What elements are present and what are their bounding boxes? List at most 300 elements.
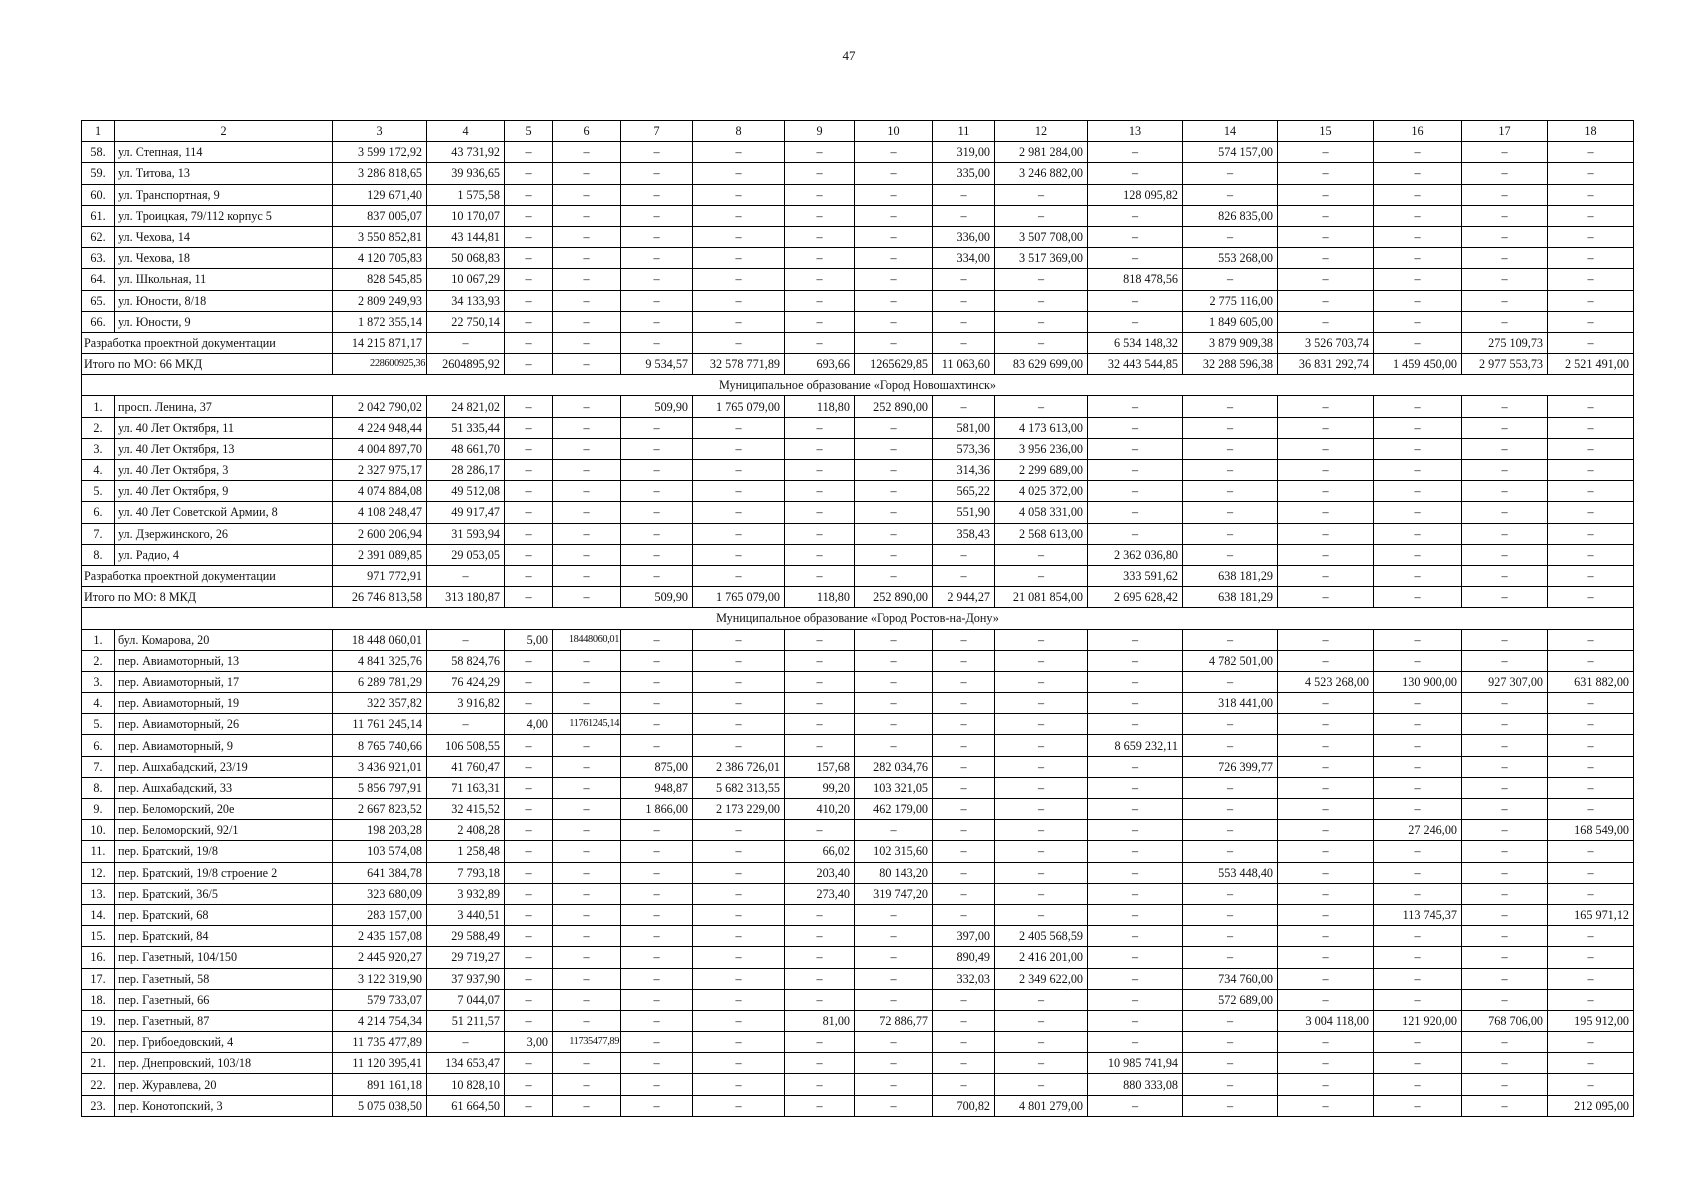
value-cell: –: [1278, 502, 1374, 523]
address-cell: пер. Ашхабадский, 33: [115, 777, 333, 798]
row-number: 5.: [82, 481, 115, 502]
value-cell: –: [785, 332, 855, 353]
value-cell: –: [1548, 989, 1634, 1010]
value-cell: –: [621, 735, 693, 756]
address-cell: пер. Братский, 19/8 строение 2: [115, 862, 333, 883]
table-row: [82, 438, 1634, 459]
address-cell: ул. 40 Лет Октября, 13: [115, 438, 333, 459]
value-cell: 3 879 909,38: [1183, 332, 1278, 353]
value-cell: –: [1462, 523, 1548, 544]
value-cell: –: [933, 311, 995, 332]
value-cell: –: [553, 587, 621, 608]
address-cell: пер. Авиамоторный, 19: [115, 693, 333, 714]
value-cell: 3,00: [505, 1032, 553, 1053]
value-cell: –: [855, 269, 933, 290]
value-cell: –: [1278, 1053, 1374, 1074]
value-cell: –: [1374, 1095, 1462, 1116]
value-cell: –: [621, 460, 693, 481]
value-cell: 49 917,47: [427, 502, 505, 523]
value-cell: –: [1462, 417, 1548, 438]
value-cell: 5 856 797,91: [333, 777, 427, 798]
value-cell: –: [1088, 968, 1183, 989]
address-cell: просп. Ленина, 37: [115, 396, 333, 417]
value-cell: –: [505, 290, 553, 311]
table-row: [82, 926, 1634, 947]
value-cell: –: [621, 1032, 693, 1053]
value-cell: 29 719,27: [427, 947, 505, 968]
value-cell: –: [1183, 523, 1278, 544]
value-cell: –: [1183, 883, 1278, 904]
value-cell: –: [1374, 587, 1462, 608]
row-number: 23.: [82, 1095, 115, 1116]
value-cell: –: [1278, 1074, 1374, 1095]
value-cell: –: [1278, 947, 1374, 968]
address-cell: пер. Газетный, 66: [115, 989, 333, 1010]
value-cell: 8 659 232,11: [1088, 735, 1183, 756]
value-cell: –: [505, 332, 553, 353]
value-cell: –: [553, 756, 621, 777]
value-cell: –: [995, 777, 1088, 798]
value-cell: 638 181,29: [1183, 587, 1278, 608]
value-cell: –: [1548, 184, 1634, 205]
value-cell: –: [693, 1053, 785, 1074]
value-cell: 734 760,00: [1183, 968, 1278, 989]
value-cell: –: [785, 502, 855, 523]
address-cell: ул. Транспортная, 9: [115, 184, 333, 205]
value-cell: –: [785, 544, 855, 565]
value-cell: 24 821,02: [427, 396, 505, 417]
value-cell: 2 327 975,17: [333, 460, 427, 481]
value-cell: –: [553, 693, 621, 714]
value-cell: –: [693, 904, 785, 925]
value-cell: –: [1374, 417, 1462, 438]
value-cell: 26 746 813,58: [333, 587, 427, 608]
value-cell: –: [693, 163, 785, 184]
value-cell: –: [1462, 481, 1548, 502]
value-cell: –: [693, 841, 785, 862]
address-cell: пер. Газетный, 87: [115, 1010, 333, 1031]
value-cell: –: [1278, 269, 1374, 290]
value-cell: –: [693, 184, 785, 205]
value-cell: –: [693, 1074, 785, 1095]
value-cell: 103 321,05: [855, 777, 933, 798]
value-cell: 1 866,00: [621, 799, 693, 820]
address-cell: пер. Братский, 68: [115, 904, 333, 925]
value-cell: 10 170,07: [427, 205, 505, 226]
value-cell: –: [933, 714, 995, 735]
value-cell: –: [995, 1074, 1088, 1095]
value-cell: –: [1088, 1032, 1183, 1053]
value-cell: –: [505, 396, 553, 417]
value-cell: –: [553, 523, 621, 544]
value-cell: –: [995, 820, 1088, 841]
summary-row: [82, 354, 1634, 375]
value-cell: 113 745,37: [1374, 904, 1462, 925]
value-cell: 891 161,18: [333, 1074, 427, 1095]
column-number-cell: 2: [115, 121, 333, 142]
value-cell: –: [855, 184, 933, 205]
value-cell: 83 629 699,00: [995, 354, 1088, 375]
value-cell: 118,80: [785, 587, 855, 608]
value-cell: –: [855, 714, 933, 735]
value-cell: –: [1374, 968, 1462, 989]
value-cell: –: [1183, 1074, 1278, 1095]
value-cell: –: [1278, 290, 1374, 311]
value-cell: –: [1462, 396, 1548, 417]
value-cell: –: [1462, 650, 1548, 671]
value-cell: 5 075 038,50: [333, 1095, 427, 1116]
value-cell: –: [505, 565, 553, 586]
value-cell: –: [1278, 714, 1374, 735]
value-cell: –: [1088, 883, 1183, 904]
address-cell: пер. Ашхабадский, 23/19: [115, 756, 333, 777]
value-cell: –: [1462, 693, 1548, 714]
value-cell: 336,00: [933, 226, 995, 247]
value-cell: –: [1183, 1095, 1278, 1116]
value-cell: –: [785, 269, 855, 290]
value-cell: –: [553, 777, 621, 798]
value-cell: –: [693, 481, 785, 502]
value-cell: 8 765 740,66: [333, 735, 427, 756]
value-cell: –: [1278, 862, 1374, 883]
column-number-row: [82, 121, 1634, 142]
value-cell: –: [785, 226, 855, 247]
value-cell: 6 289 781,29: [333, 671, 427, 692]
column-number-cell: 3: [333, 121, 427, 142]
table-row: [82, 248, 1634, 269]
value-cell: –: [693, 565, 785, 586]
address-cell: пер. Авиамоторный, 13: [115, 650, 333, 671]
value-cell: 410,20: [785, 799, 855, 820]
value-cell: –: [785, 142, 855, 163]
table-row: [82, 269, 1634, 290]
value-cell: –: [995, 841, 1088, 862]
value-cell: –: [1278, 1032, 1374, 1053]
value-cell: –: [505, 502, 553, 523]
value-cell: –: [1278, 417, 1374, 438]
value-cell: 51 211,57: [427, 1010, 505, 1031]
value-cell: –: [1462, 799, 1548, 820]
row-number: 13.: [82, 883, 115, 904]
row-number: 9.: [82, 799, 115, 820]
table-row: [82, 142, 1634, 163]
value-cell: –: [1088, 693, 1183, 714]
value-cell: –: [1374, 841, 1462, 862]
table-row: [82, 523, 1634, 544]
value-cell: –: [553, 841, 621, 862]
value-cell: –: [855, 820, 933, 841]
row-number: 3.: [82, 671, 115, 692]
value-cell: –: [855, 671, 933, 692]
value-cell: –: [1278, 820, 1374, 841]
address-cell: пер. Авиамоторный, 9: [115, 735, 333, 756]
value-cell: –: [427, 629, 505, 650]
value-cell: –: [855, 332, 933, 353]
value-cell: –: [1548, 629, 1634, 650]
value-cell: 3 246 882,00: [995, 163, 1088, 184]
row-number: 65.: [82, 290, 115, 311]
value-cell: 726 399,77: [1183, 756, 1278, 777]
value-cell: –: [933, 544, 995, 565]
value-cell: 875,00: [621, 756, 693, 777]
column-number-cell: 8: [693, 121, 785, 142]
value-cell: –: [1548, 248, 1634, 269]
address-cell: бул. Комарова, 20: [115, 629, 333, 650]
value-cell: –: [1374, 1053, 1462, 1074]
value-cell: –: [505, 883, 553, 904]
address-cell: пер. Братский, 19/8: [115, 841, 333, 862]
value-cell: 2604895,92: [427, 354, 505, 375]
value-cell: 273,40: [785, 883, 855, 904]
address-cell: ул. Дзержинского, 26: [115, 523, 333, 544]
value-cell: –: [427, 1032, 505, 1053]
column-number-cell: 16: [1374, 121, 1462, 142]
value-cell: –: [1088, 756, 1183, 777]
value-cell: –: [693, 650, 785, 671]
value-cell: –: [933, 735, 995, 756]
table-row: [82, 226, 1634, 247]
column-number-cell: 9: [785, 121, 855, 142]
value-cell: –: [693, 311, 785, 332]
value-cell: –: [1548, 756, 1634, 777]
value-cell: –: [1374, 502, 1462, 523]
value-cell: –: [1183, 184, 1278, 205]
value-cell: 27 246,00: [1374, 820, 1462, 841]
value-cell: 5 682 313,55: [693, 777, 785, 798]
value-cell: 4 074 884,08: [333, 481, 427, 502]
value-cell: –: [785, 714, 855, 735]
value-cell: –: [933, 290, 995, 311]
value-cell: –: [1548, 502, 1634, 523]
value-cell: –: [693, 248, 785, 269]
value-cell: 313 180,87: [427, 587, 505, 608]
value-cell: –: [785, 417, 855, 438]
value-cell: 81,00: [785, 1010, 855, 1031]
value-cell: –: [1548, 841, 1634, 862]
value-cell: 3 440,51: [427, 904, 505, 925]
value-cell: 61 664,50: [427, 1095, 505, 1116]
value-cell: 7 044,07: [427, 989, 505, 1010]
address-cell: ул. Радио, 4: [115, 544, 333, 565]
value-cell: –: [693, 947, 785, 968]
value-cell: –: [621, 1053, 693, 1074]
address-cell: ул. 40 Лет Октября, 9: [115, 481, 333, 502]
value-cell: –: [933, 904, 995, 925]
value-cell: –: [693, 926, 785, 947]
value-cell: 11735477,89: [553, 1032, 621, 1053]
value-cell: –: [855, 417, 933, 438]
value-cell: –: [505, 311, 553, 332]
address-cell: пер. Газетный, 104/150: [115, 947, 333, 968]
value-cell: –: [505, 650, 553, 671]
value-cell: –: [1183, 799, 1278, 820]
value-cell: –: [855, 693, 933, 714]
value-cell: –: [1374, 311, 1462, 332]
value-cell: –: [1088, 523, 1183, 544]
value-cell: –: [1278, 481, 1374, 502]
value-cell: 318 441,00: [1183, 693, 1278, 714]
value-cell: –: [1088, 926, 1183, 947]
value-cell: 2 386 726,01: [693, 756, 785, 777]
row-number: 7.: [82, 756, 115, 777]
value-cell: –: [1462, 311, 1548, 332]
address-cell: пер. Беломорский, 20е: [115, 799, 333, 820]
value-cell: –: [1278, 396, 1374, 417]
table-row: [82, 671, 1634, 692]
address-cell: пер. Газетный, 58: [115, 968, 333, 989]
value-cell: 72 886,77: [855, 1010, 933, 1031]
value-cell: –: [1278, 799, 1374, 820]
value-cell: 51 335,44: [427, 417, 505, 438]
value-cell: –: [1374, 523, 1462, 544]
value-cell: 509,90: [621, 396, 693, 417]
row-number: 64.: [82, 269, 115, 290]
value-cell: –: [553, 1010, 621, 1031]
table-row: [82, 205, 1634, 226]
value-cell: –: [553, 396, 621, 417]
value-cell: –: [1374, 735, 1462, 756]
value-cell: –: [553, 417, 621, 438]
value-cell: 4 523 268,00: [1278, 671, 1374, 692]
value-cell: –: [1548, 460, 1634, 481]
value-cell: 130 900,00: [1374, 671, 1462, 692]
value-cell: –: [1548, 565, 1634, 586]
value-cell: –: [621, 417, 693, 438]
table-row: [82, 841, 1634, 862]
value-cell: 58 824,76: [427, 650, 505, 671]
value-cell: –: [1462, 841, 1548, 862]
value-cell: –: [505, 417, 553, 438]
value-cell: –: [785, 904, 855, 925]
value-cell: 2 809 249,93: [333, 290, 427, 311]
address-cell: ул. Троицкая, 79/112 корпус 5: [115, 205, 333, 226]
value-cell: –: [693, 460, 785, 481]
value-cell: –: [1278, 438, 1374, 459]
value-cell: 2 173 229,00: [693, 799, 785, 820]
value-cell: –: [505, 841, 553, 862]
row-number: 19.: [82, 1010, 115, 1031]
value-cell: –: [1548, 1053, 1634, 1074]
column-number-cell: 18: [1548, 121, 1634, 142]
value-cell: –: [785, 968, 855, 989]
value-cell: 168 549,00: [1548, 820, 1634, 841]
value-cell: 129 671,40: [333, 184, 427, 205]
value-cell: –: [1548, 438, 1634, 459]
value-cell: –: [995, 799, 1088, 820]
value-cell: –: [1278, 650, 1374, 671]
page-number: 47: [842, 48, 856, 63]
value-cell: –: [995, 904, 1088, 925]
address-cell: пер. Журавлева, 20: [115, 1074, 333, 1095]
value-cell: 37 937,90: [427, 968, 505, 989]
value-cell: 157,68: [785, 756, 855, 777]
value-cell: 11 063,60: [933, 354, 995, 375]
value-cell: 4 120 705,83: [333, 248, 427, 269]
row-number: 7.: [82, 523, 115, 544]
value-cell: –: [553, 968, 621, 989]
value-cell: –: [505, 354, 553, 375]
value-cell: –: [621, 205, 693, 226]
value-cell: –: [553, 820, 621, 841]
value-cell: –: [1183, 777, 1278, 798]
value-cell: –: [1183, 163, 1278, 184]
value-cell: –: [1548, 735, 1634, 756]
value-cell: –: [505, 693, 553, 714]
value-cell: –: [553, 862, 621, 883]
value-cell: –: [1183, 671, 1278, 692]
value-cell: 2 408,28: [427, 820, 505, 841]
value-cell: –: [1278, 904, 1374, 925]
value-cell: –: [621, 565, 693, 586]
value-cell: 228600925,36: [333, 354, 427, 375]
value-cell: –: [1183, 1053, 1278, 1074]
table-row: [82, 947, 1634, 968]
value-cell: –: [1462, 714, 1548, 735]
row-number: 5.: [82, 714, 115, 735]
value-cell: –: [1374, 777, 1462, 798]
table-row: [82, 904, 1634, 925]
value-cell: –: [933, 883, 995, 904]
table-row: [82, 290, 1634, 311]
value-cell: 693,66: [785, 354, 855, 375]
value-cell: –: [785, 460, 855, 481]
value-cell: –: [1462, 777, 1548, 798]
value-cell: 3 916,82: [427, 693, 505, 714]
row-number: 63.: [82, 248, 115, 269]
value-cell: –: [1088, 650, 1183, 671]
value-cell: 462 179,00: [855, 799, 933, 820]
table-row: [82, 1010, 1634, 1031]
column-number-cell: 4: [427, 121, 505, 142]
value-cell: –: [1088, 226, 1183, 247]
value-cell: –: [1462, 1095, 1548, 1116]
value-cell: –: [1374, 693, 1462, 714]
value-cell: –: [693, 629, 785, 650]
value-cell: 880 333,08: [1088, 1074, 1183, 1095]
value-cell: –: [505, 904, 553, 925]
value-cell: 4 173 613,00: [995, 417, 1088, 438]
value-cell: –: [1278, 1095, 1374, 1116]
value-cell: 700,82: [933, 1095, 995, 1116]
value-cell: –: [1548, 799, 1634, 820]
value-cell: 29 588,49: [427, 926, 505, 947]
value-cell: –: [933, 205, 995, 226]
value-cell: 4 108 248,47: [333, 502, 427, 523]
value-cell: –: [1088, 311, 1183, 332]
value-cell: –: [427, 565, 505, 586]
value-cell: –: [995, 544, 1088, 565]
value-cell: 553 448,40: [1183, 862, 1278, 883]
value-cell: 283 157,00: [333, 904, 427, 925]
value-cell: –: [1278, 968, 1374, 989]
value-cell: 2 349 622,00: [995, 968, 1088, 989]
value-cell: –: [1278, 587, 1374, 608]
value-cell: –: [621, 926, 693, 947]
value-cell: 43 731,92: [427, 142, 505, 163]
value-cell: –: [785, 248, 855, 269]
table-row: [82, 820, 1634, 841]
value-cell: 322 357,82: [333, 693, 427, 714]
value-cell: 2 600 206,94: [333, 523, 427, 544]
row-number: 58.: [82, 142, 115, 163]
value-cell: 9 534,57: [621, 354, 693, 375]
value-cell: –: [621, 523, 693, 544]
value-cell: 2 667 823,52: [333, 799, 427, 820]
value-cell: 828 545,85: [333, 269, 427, 290]
value-cell: 638 181,29: [1183, 565, 1278, 586]
value-cell: –: [1374, 163, 1462, 184]
value-cell: –: [995, 290, 1088, 311]
